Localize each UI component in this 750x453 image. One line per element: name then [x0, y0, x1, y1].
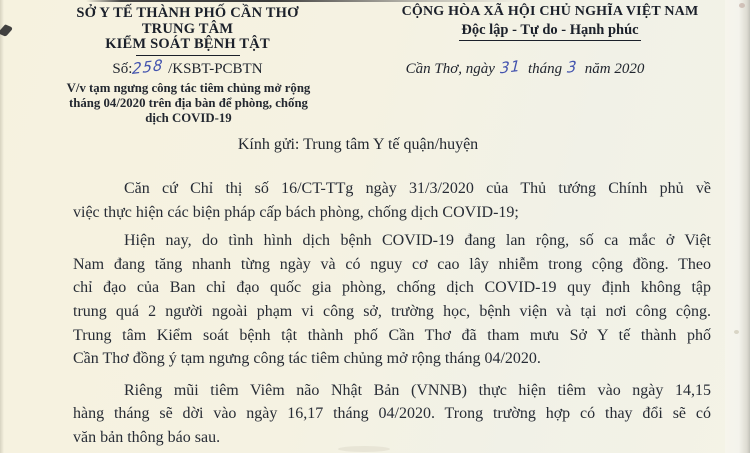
national-header [378, 4, 722, 41]
scan-edge-right-strip [725, 0, 750, 453]
issuer-header [40, 6, 335, 56]
text-line: văn bản thông báo sau. [73, 428, 221, 446]
document-subject [40, 81, 337, 127]
issuer-org-line2: TRUNG TÂM [141, 20, 234, 37]
date-month-label: tháng [528, 61, 563, 77]
national-title: CỘNG HÒA XÃ HỘI CHỦ NGHĨA VIỆT NAM [401, 4, 699, 19]
scan-top-edge-line [86, 0, 522, 2]
scan-edge-left-shadow [0, 0, 4, 453]
document-number-prefix: Số: [112, 61, 133, 77]
date-year-label: năm 2020 [584, 61, 645, 77]
text-line: Hiện nay, do tình hình dịch bệnh COVID-19 đang lan rộng, số ca mắc ở Việt [124, 232, 711, 250]
text-line: V/v tạm ngưng công tác tiêm chủng mở rộng [66, 81, 311, 95]
text-line: Trung tâm Kiểm soát bệnh tật thành phố Cần Thơ đã tham mưu Sở Y tế thành phố [73, 326, 711, 344]
text-line: Căn cứ Chỉ thị số 16/CT-TTg ngày 31/3/2020 của Thủ tướng Chính phủ về [124, 180, 711, 197]
handwritten-document-number: 258 [132, 55, 165, 79]
issuer-parent-org: SỞ Y TẾ THÀNH PHỐ CẦN THƠ [76, 5, 299, 21]
text-line: việc thực hiện các biện pháp cấp bách phòng, chống dịch COVID-19; [73, 203, 519, 221]
text-line: Riêng mũi tiêm Viêm não Nhật Bản (VNNB) thực hiện tiêm vào ngày 14,15 [124, 381, 711, 399]
paragraph-situation-and-decision [73, 229, 711, 371]
handwritten-day: 31 [499, 56, 522, 78]
text-line: dịch COVID-19 [145, 111, 232, 126]
national-motto: Độc lập - Tự do - Hạnh phúc [459, 22, 640, 41]
scan-speck-right-mid [734, 330, 739, 334]
scan-speck-top-left [0, 24, 13, 36]
paragraph-legal-basis [73, 177, 711, 224]
document-number-line [40, 55, 335, 79]
scan-speck-right-top [739, 3, 745, 8]
text-line: Cần Thơ đồng ý tạm ngưng công tác tiêm chủng mở rộng tháng 04/2020. [73, 350, 541, 368]
text-line: chỉ đạo của Ban chỉ đạo quốc gia phòng, chống dịch COVID-19 quy định không tập [73, 279, 711, 297]
issuer-underline [136, 55, 240, 57]
document-number-suffix: /KSBT-PCBTN [168, 61, 263, 77]
date-line [385, 56, 665, 78]
text-line: tháng 04/2020 trên địa bàn để phòng, chống [69, 96, 308, 111]
text-line: Nam đang tăng nhanh từng ngày và có nguy cơ cao lây nhiễm trong cộng đồng. Theo [73, 255, 711, 273]
date-place-prefix: Cần Thơ, ngày [405, 61, 495, 77]
handwritten-month: 3 [566, 57, 579, 77]
letter-body [73, 177, 711, 450]
text-line: hàng tháng sẽ dời vào ngày 16,17 tháng 04/2020. Trong trường hợp có thay đổi sẽ có [73, 405, 711, 423]
paragraph-vnnb-schedule [73, 379, 711, 450]
issuer-org-line3: KIỂM SOÁT BỆNH TẬT [105, 36, 270, 52]
salutation: Kính gửi: Trung tâm Y tế quận/huyện [237, 136, 479, 153]
text-line: trung quá 2 người ngoài phạm vi công sở, trường học, bệnh viện và tại nơi công cộng. [73, 302, 711, 320]
